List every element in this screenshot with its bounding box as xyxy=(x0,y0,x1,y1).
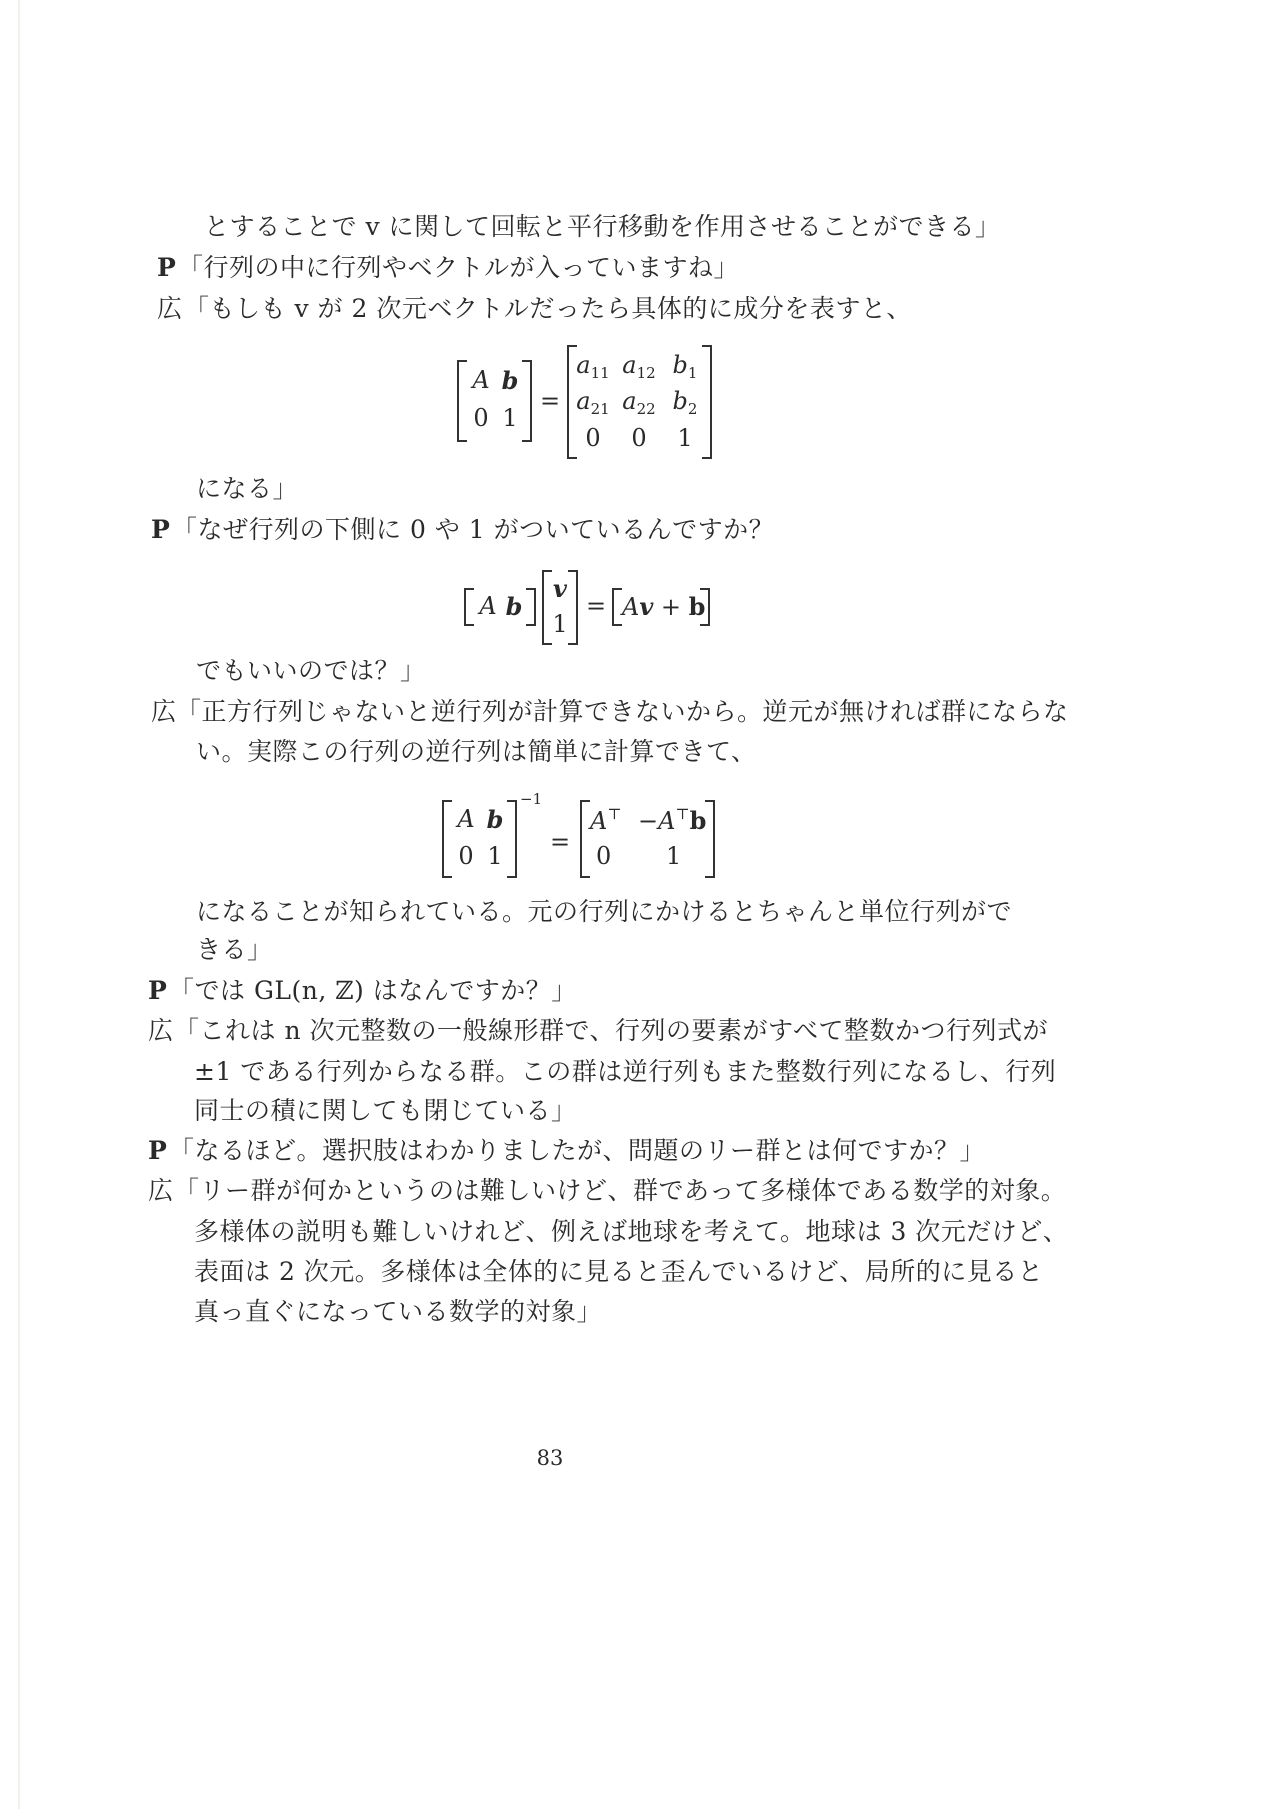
text-line-8: い。実際この行列の逆行列は簡単に計算できて、 xyxy=(196,737,757,766)
matrix-cell: 1 xyxy=(502,404,518,432)
matrix-cell: −A⊤b xyxy=(638,805,707,835)
text-line-7: 「正方行列じゃないと逆行列が計算できないから。逆元が無ければ群にならな xyxy=(176,697,1069,726)
matrix-cell: b xyxy=(505,592,523,621)
matrix-result xyxy=(612,588,710,626)
speaker-hiro: 広 xyxy=(151,697,177,726)
text-line-19: 真っ直ぐになっている数学的対象」 xyxy=(194,1297,603,1326)
page-number: 83 xyxy=(536,1446,564,1470)
text-line-5: 「なぜ行列の下側に 0 や 1 がついているんですか？ xyxy=(172,515,775,544)
equation-block-2 xyxy=(462,570,712,645)
text-line-2: 「行列の中に行列やベクトルが入っていますね」 xyxy=(178,253,740,282)
matrix-col xyxy=(542,570,578,645)
matrix-cell: $b_2$ xyxy=(672,387,698,418)
text-line-18: 表面は 2 次元。多様体は全体的に見ると歪んでいるけど、局所的に見ると xyxy=(194,1257,1044,1286)
inverse-exponent: −1 xyxy=(520,790,543,808)
speaker-p: P xyxy=(151,515,170,544)
text-line-12: 「これは n 次元整数の一般線形群で、行列の要素がすべて整数かつ行列式が xyxy=(174,1016,1048,1045)
result-expr: Av + b xyxy=(622,592,706,621)
matrix-lhs xyxy=(457,360,532,442)
text-line-16: 「リー群が何かというのは難しいけど、群であって多様体である数学的対象。 xyxy=(174,1176,1067,1205)
matrix-cell: A xyxy=(479,592,497,620)
matrix-cell: 0 xyxy=(458,842,474,870)
matrix-cell: $a_{12}$ xyxy=(622,351,656,382)
text-line-9: になることが知られている。元の行列にかけるとちゃんと単位行列がで xyxy=(196,897,1013,926)
matrix-row xyxy=(464,588,536,626)
matrix-cell: 1 xyxy=(552,610,568,638)
matrix-cell: 0 xyxy=(631,424,647,452)
text-line-1: とすることで v に関して回転と平行移動を作用させることができる」 xyxy=(204,212,1001,241)
matrix-cell: $a_{11}$ xyxy=(576,351,610,382)
matrix-rhs xyxy=(580,800,715,878)
equation-block-1 xyxy=(455,345,715,460)
matrix-lhs xyxy=(442,800,517,878)
text-line-15: 「なるほど。選択肢はわかりましたが、問題のリー群とは何ですか？」 xyxy=(169,1136,986,1165)
matrix-cell: A xyxy=(472,366,490,394)
equation-block-3 xyxy=(440,790,720,880)
text-line-14: 同士の積に関しても閉じている」 xyxy=(194,1096,577,1125)
matrix-cell: 0 xyxy=(596,842,612,870)
speaker-p: P xyxy=(148,1136,167,1165)
matrix-cell: 0 xyxy=(585,424,601,452)
matrix-cell: 1 xyxy=(487,842,503,870)
equals-sign: = xyxy=(550,828,571,856)
speaker-p: P xyxy=(148,976,167,1005)
text-line-17: 多様体の説明も難しいけれど、例えば地球を考えて。地球は 3 次元だけど、 xyxy=(194,1217,1069,1246)
matrix-cell: b xyxy=(486,805,504,834)
text-line-3: 「もしも v が 2 次元ベクトルだったら具体的に成分を表すと、 xyxy=(184,294,912,323)
matrix-cell: A⊤ xyxy=(590,805,622,835)
matrix-cell: $a_{21}$ xyxy=(576,387,610,418)
matrix-cell: b xyxy=(501,366,519,395)
matrix-cell: $b_1$ xyxy=(672,351,698,382)
speaker-hiro: 広 xyxy=(148,1016,174,1045)
speaker-hiro: 広 xyxy=(148,1176,174,1205)
text-line-11: 「では GL(n, ℤ) はなんですか？」 xyxy=(169,976,577,1005)
matrix-cell: 1 xyxy=(677,424,693,452)
matrix-cell: v xyxy=(553,574,567,603)
matrix-cell: A xyxy=(457,805,475,833)
text-line-6: でもいいのでは？」 xyxy=(196,656,426,685)
text-line-10: きる」 xyxy=(196,935,273,964)
equals-sign: = xyxy=(540,387,561,415)
matrix-cell: $a_{22}$ xyxy=(622,387,656,418)
matrix-cell: 1 xyxy=(666,842,682,870)
equals-sign: = xyxy=(586,592,607,620)
text-line-4: になる」 xyxy=(196,474,299,503)
speaker-hiro: 広 xyxy=(157,294,183,323)
matrix-rhs xyxy=(567,345,712,459)
speaker-p: P xyxy=(157,253,176,282)
text-line-13: ±1 である行列からなる群。この群は逆行列もまた整数行列になるし、行列 xyxy=(194,1057,1057,1086)
matrix-cell: 0 xyxy=(473,404,489,432)
